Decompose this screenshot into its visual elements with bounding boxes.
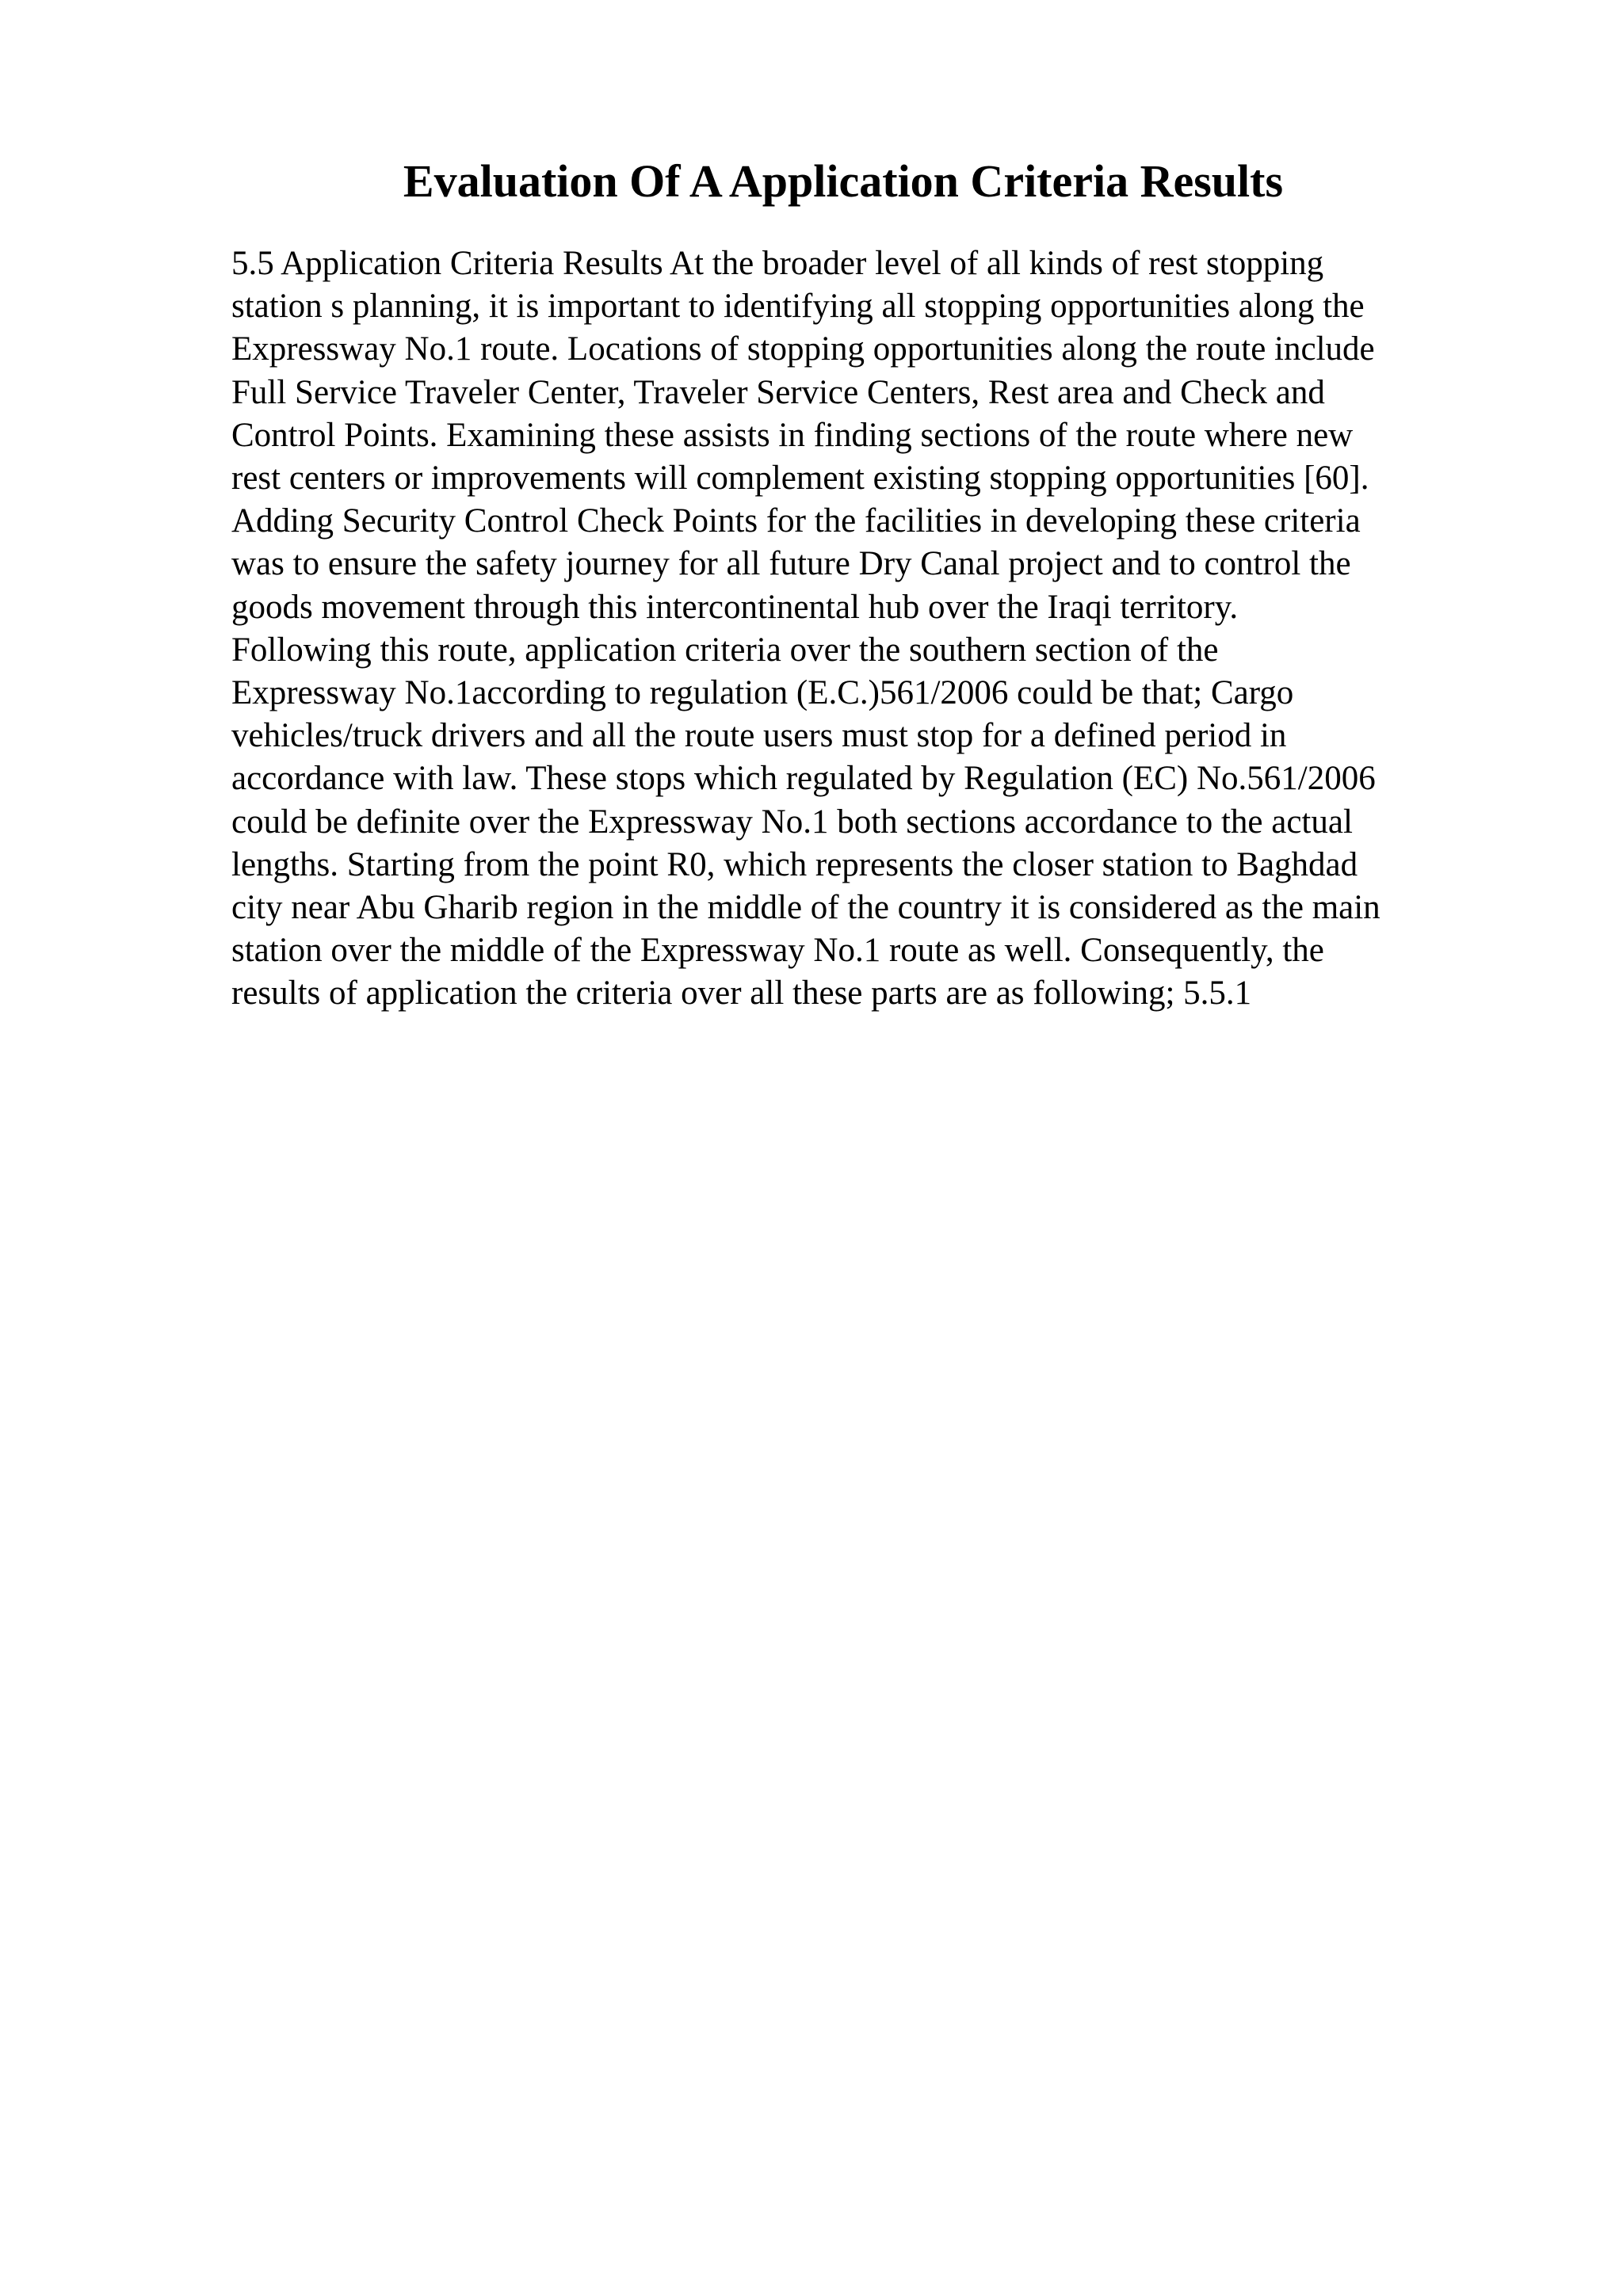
paragraph-line: could be definite over the Expressway No.1 both sections accordance to the actual	[231, 803, 1353, 841]
paragraph-line: accordance with law. These stops which regulated by Regulation (EC) No.561/2006	[231, 760, 1376, 798]
paragraph-line: Following this route, application criteria over the southern section of the	[231, 631, 1219, 669]
paragraph-line: Control Points. Examining these assists in finding sections of the route where new	[231, 416, 1354, 454]
paragraph-line: station s planning, it is important to identifying all stopping opportunities along the	[231, 288, 1365, 326]
paragraph-line: Expressway No.1 route. Locations of stopping opportunities along the route include	[231, 330, 1375, 368]
page-title: Evaluation Of A Application Criteria Results	[403, 155, 1284, 207]
body-paragraph	[231, 242, 1499, 1016]
paragraph-line: vehicles/truck drivers and all the route users must stop for a defined period in	[231, 717, 1287, 755]
paragraph-line: station over the middle of the Expressway No.1 route as well. Consequently, the	[231, 932, 1324, 970]
paragraph-line: goods movement through this intercontinental hub over the Iraqi territory.	[231, 588, 1239, 626]
paragraph-line: Expressway No.1according to regulation (E.C.)561/2006 could be that; Cargo	[231, 674, 1294, 712]
paragraph-line: was to ensure the safety journey for all future Dry Canal project and to control the	[231, 545, 1351, 583]
paragraph-line: 5.5 Application Criteria Results At the broader level of all kinds of rest stopping	[231, 245, 1324, 282]
paragraph-line: results of application the criteria over all these parts are as following; 5.5.1	[231, 974, 1252, 1013]
paragraph-line: Full Service Traveler Center, Traveler Service Centers, Rest area and Check and	[231, 373, 1325, 411]
paragraph-line: lengths. Starting from the point R0, which represents the closer station to Baghdad	[231, 845, 1358, 883]
paragraph-line: rest centers or improvements will complement existing stopping opportunities [60].	[231, 460, 1369, 498]
paragraph-line: city near Abu Gharib region in the middle of the country it is considered as the main	[231, 889, 1381, 927]
paragraph-line: Adding Security Control Check Points for the facilities in developing these criteria	[231, 502, 1361, 540]
